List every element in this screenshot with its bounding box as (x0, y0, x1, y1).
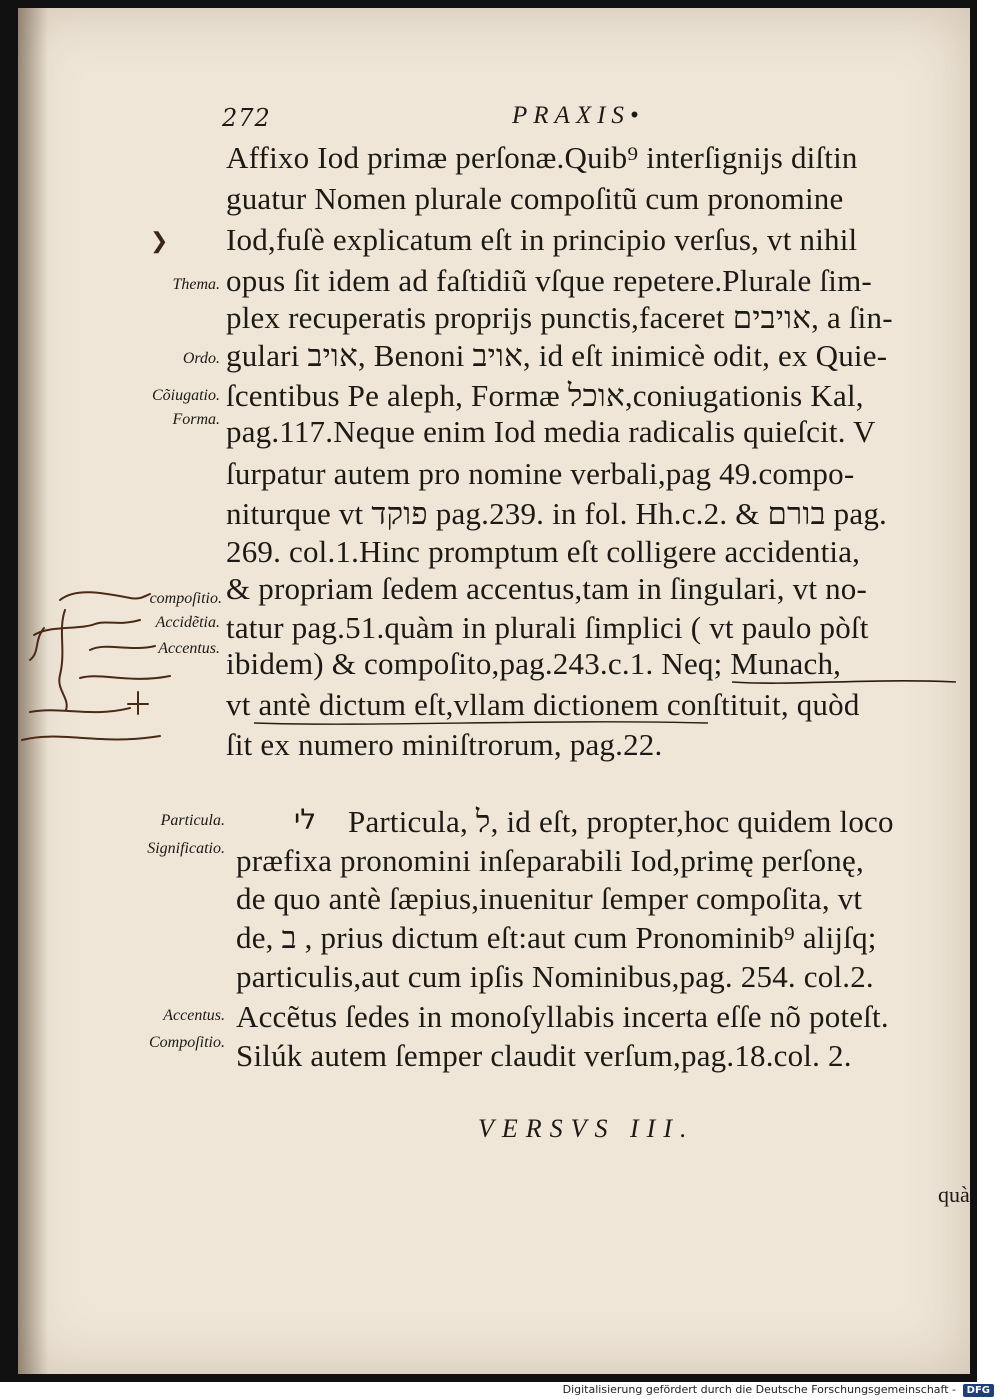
page-number: 272 (222, 104, 271, 132)
text-line: Silúk autem ſemper claudit verſum,pag.18.col. 2. (236, 1038, 852, 1073)
margin-note: Compoſitio. (148, 1034, 225, 1051)
text-line: ſcentibus Pe aleph, Formæ אוכל,coniugationis Kal, (226, 378, 864, 413)
text-line: Iod,fuſè explicatum eſt in principio verſus, vt nihil (226, 222, 858, 257)
text-line: de, ב , prius dictum eſt:aut cum Pronominib⁹ alijſq; (236, 920, 877, 955)
margin-note: Significatio. (147, 840, 225, 857)
ink-mark-icon: ❯ (150, 228, 169, 253)
text-line: ibidem) & compoſito,pag.243.c.1. Neq; Munach, (226, 646, 842, 681)
margin-note: Forma. (172, 411, 220, 428)
margin-note: Particula. (160, 812, 225, 829)
text-line: Particula, ל, id eſt, propter,hoc quidem loco (348, 804, 894, 839)
running-title: PRAXIS• (512, 102, 645, 129)
margin-note: Accentus. (158, 640, 220, 657)
margin-note: Ordo. (182, 350, 220, 367)
margin-note: compoſitio. (149, 590, 222, 607)
text-line: de quo antè ſæpius,inuenitur ſemper compoſita, vt (236, 881, 863, 916)
dfg-logo: DFG (963, 1384, 994, 1397)
text-line: niturque vt פוקד pag.239. in fol. Hh.c.2. & בורם pag. (226, 496, 887, 531)
margin-note: Thema. (172, 276, 220, 293)
text-line: Accẽtus ſedes in monoſyllabis incerta eſſe nõ poteſt. (236, 999, 889, 1034)
underline-mark (252, 717, 712, 729)
margin-note: Accidẽtia. (155, 614, 220, 631)
text-line: plex recuperatis proprijs punctis,faceret אויבים, a ſin- (226, 300, 893, 335)
hebrew-particle: לי (294, 803, 317, 836)
margin-note: Cõiugatio. (151, 387, 220, 404)
verse-heading: VERSVS III. (478, 1114, 695, 1143)
margin-note: Accentus. (163, 1007, 225, 1024)
handwritten-annotation (20, 580, 220, 760)
text-line: guatur Nomen plurale compoſitũ cum pronomine (226, 181, 844, 216)
text-line: ſit ex numero miniſtrorum, pag.22. (226, 727, 663, 762)
catchword: quà (938, 1182, 970, 1207)
text-line: tatur pag.51.quàm in plurali ſimplici ( vt paulo pòſt (226, 610, 869, 645)
text-line: 269. col.1.Hinc promptum eſt colligere accidentia, (226, 534, 861, 569)
text-line: gulari אויב, Benoni אויב, id eſt inimicè odit, ex Quie- (226, 338, 888, 373)
footer-credit: Digitalisierung gefördert durch die Deutsche Forschungsgemeinschaft - (562, 1383, 956, 1396)
text-line: Affixo Iod primæ perſonæ.Quib⁹ interſignijs diſtin (226, 140, 858, 175)
text-line: pag.117.Neque enim Iod media radicalis quieſcit. V (226, 414, 876, 449)
text-line: & propriam ſedem accentus,tam in ſingulari, vt no- (226, 571, 868, 606)
underline-mark (730, 676, 960, 688)
text-line: præfixa pronomini inſeparabili Iod,primę perſonę, (236, 843, 864, 878)
text-line: particulis,aut cum ipſis Nominibus,pag. 254. col.2. (236, 959, 874, 994)
text-line: ſurpatur autem pro nomine verbali,pag 49.compo- (226, 456, 855, 491)
text-line: opus ſit idem ad faſtidiũ vſque repetere.Plurale ſim- (226, 263, 872, 298)
text-line: vt antè dictum eſt,vllam dictionem conſtituit, quòd (226, 687, 860, 722)
